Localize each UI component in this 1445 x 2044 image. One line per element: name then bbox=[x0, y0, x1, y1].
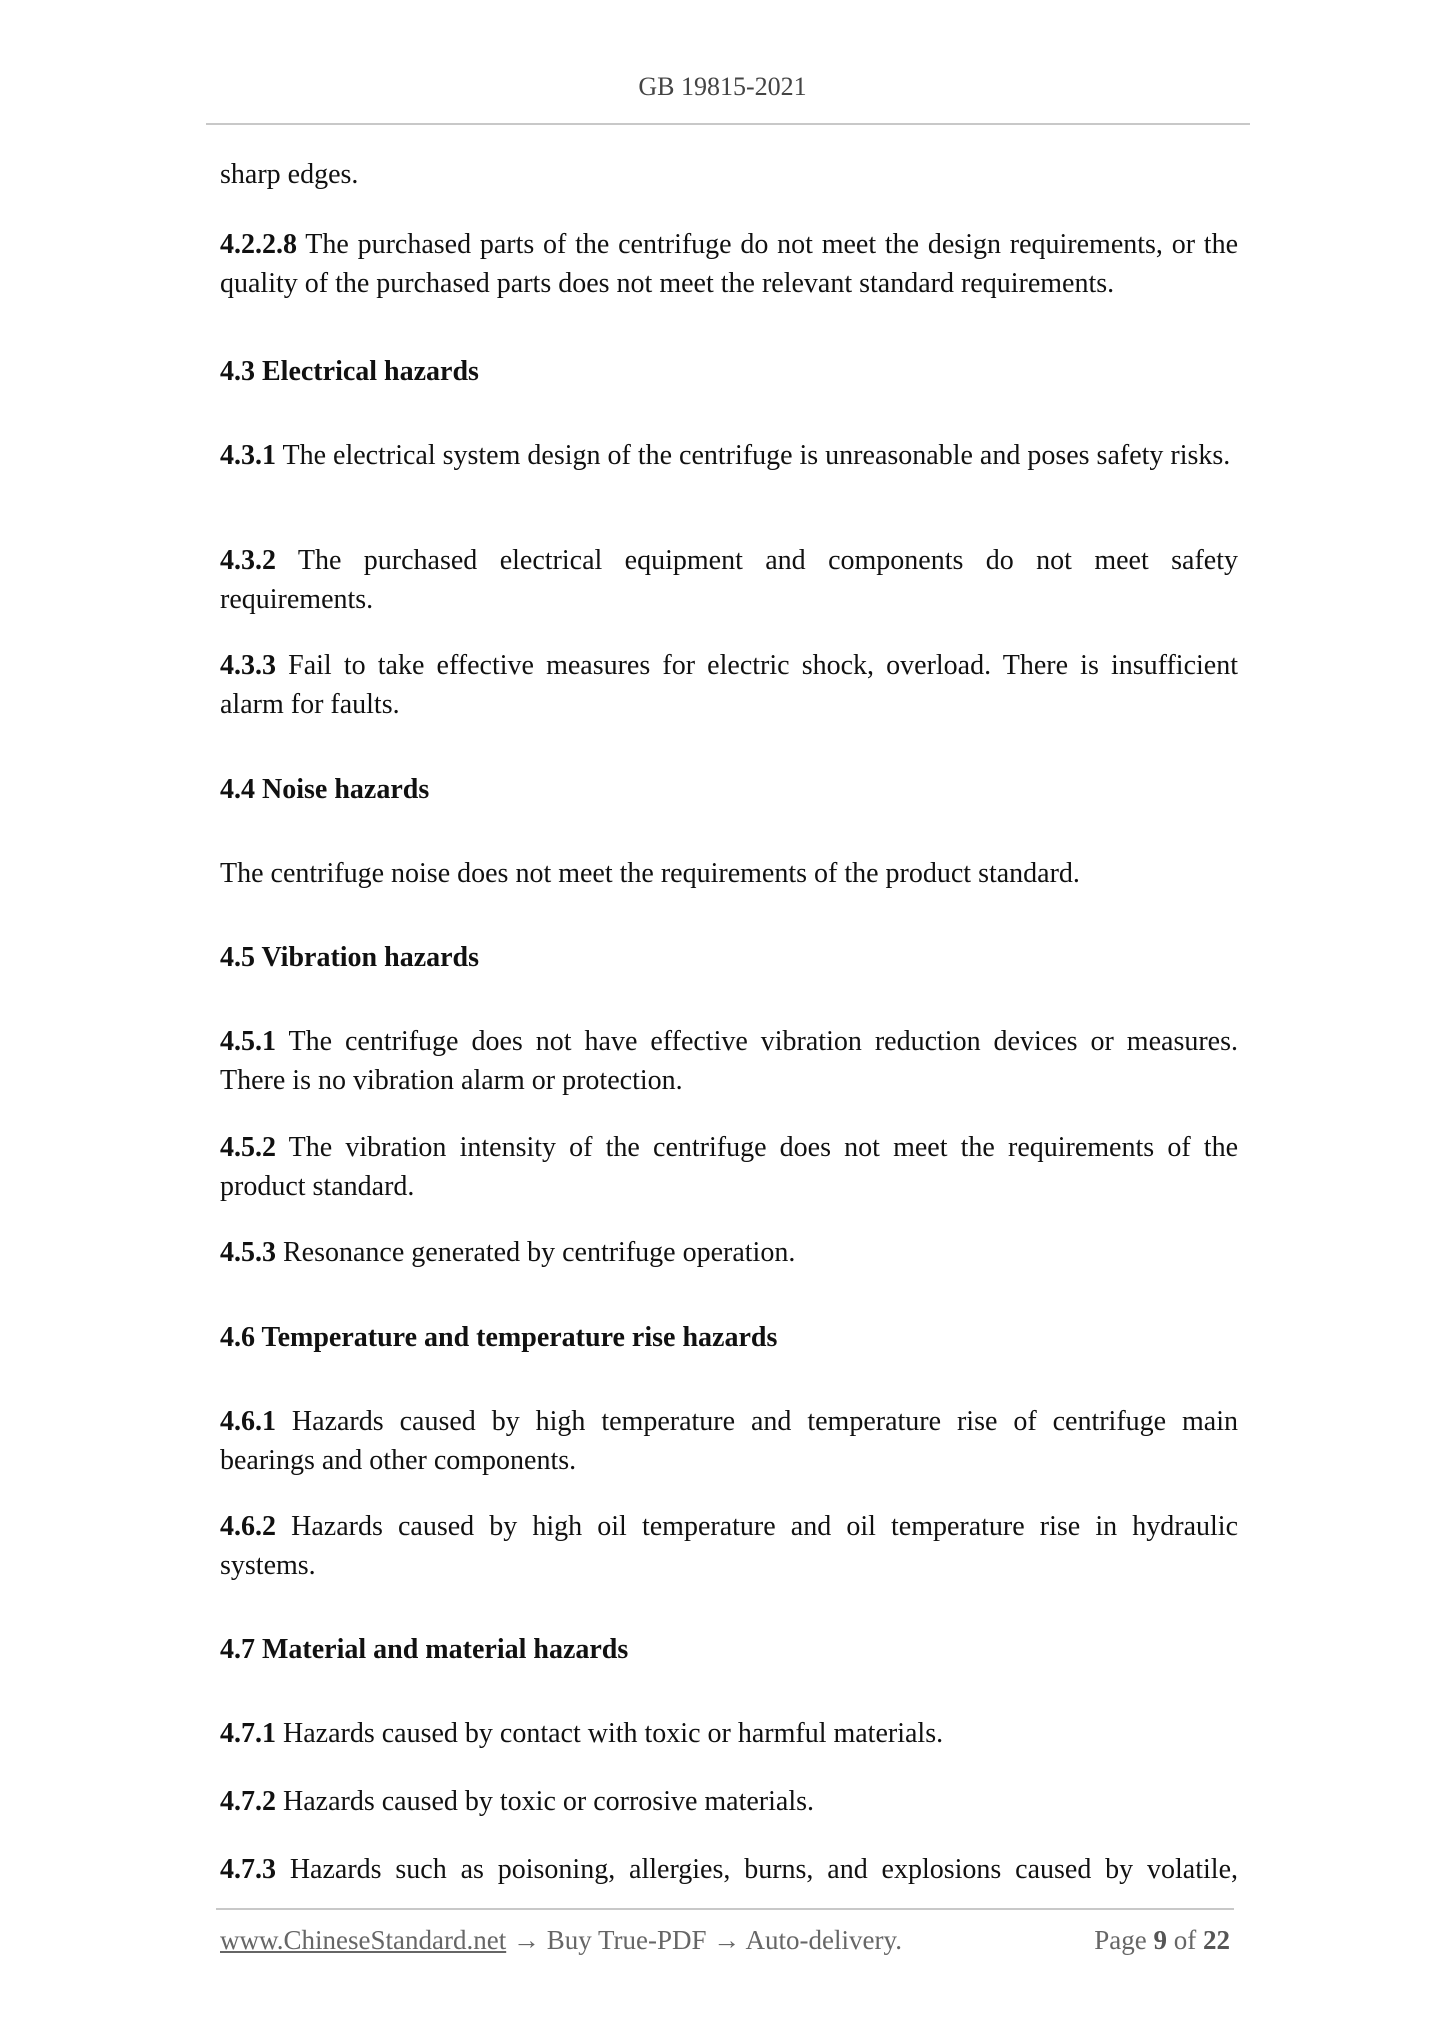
header-divider bbox=[206, 123, 1250, 125]
clause-number: 4.2.2.8 bbox=[220, 229, 297, 260]
clause-text: The electrical system design of the centrifuge is unreasonable and poses safety risks. bbox=[276, 440, 1231, 471]
clause-number: 4.7.2 bbox=[220, 1786, 276, 1817]
clause-text: Resonance generated by centrifuge operation. bbox=[276, 1237, 796, 1268]
page-header-title: GB 19815-2021 bbox=[638, 72, 807, 101]
clause-text: The purchased electrical equipment and components do not meet safety requirements. bbox=[220, 545, 1238, 615]
section-heading-4-6: 4.6 Temperature and temperature rise hazards bbox=[220, 1322, 778, 1353]
clause-text: Hazards caused by toxic or corrosive materials. bbox=[276, 1786, 815, 1817]
clause-4-5-1 bbox=[220, 1022, 1238, 1100]
page-label: Page bbox=[1094, 1925, 1147, 1955]
clause-text: Hazards caused by high oil temperature and oil temperature rise in hydraulic systems. bbox=[220, 1511, 1238, 1581]
page-total: 22 bbox=[1203, 1925, 1230, 1955]
clause-4-3-3 bbox=[220, 646, 1238, 724]
clause-text: The vibration intensity of the centrifuge does not meet the requirements of the product standard. bbox=[220, 1132, 1238, 1202]
clause-number: 4.3.1 bbox=[220, 440, 276, 471]
clause-number: 4.5.1 bbox=[220, 1026, 276, 1057]
clause-number: 4.7.1 bbox=[220, 1718, 276, 1749]
section-heading-4-7: 4.7 Material and material hazards bbox=[220, 1634, 629, 1665]
page-indicator bbox=[1094, 1925, 1230, 1956]
page-footer bbox=[220, 1925, 1230, 1956]
footer-divider bbox=[216, 1908, 1234, 1910]
clause-4-5-3 bbox=[220, 1233, 1238, 1272]
of-label: of bbox=[1173, 1925, 1197, 1955]
section-heading-4-5: 4.5 Vibration hazards bbox=[220, 942, 480, 973]
clause-number: 4.5.2 bbox=[220, 1132, 276, 1163]
clause-text: Hazards such as poisoning, allergies, burns, and explosions caused by volatile, bbox=[276, 1854, 1238, 1885]
clause-text: The purchased parts of the centrifuge do not meet the design requirements, or the quality of the purchased parts does not meet the relevant standard requirements. bbox=[220, 229, 1238, 299]
clause-number: 4.7.3 bbox=[220, 1854, 276, 1885]
clause-number: 4.5.3 bbox=[220, 1237, 276, 1268]
clause-text: Hazards caused by contact with toxic or harmful materials. bbox=[276, 1718, 944, 1749]
clause-4-3-2 bbox=[220, 541, 1238, 619]
clause-4-3-1 bbox=[220, 436, 1238, 475]
page-number: 9 bbox=[1153, 1925, 1167, 1955]
section-heading-4-3: 4.3 Electrical hazards bbox=[220, 356, 479, 387]
clause-4-5-2 bbox=[220, 1128, 1238, 1206]
clause-number: 4.6.1 bbox=[220, 1406, 276, 1437]
footer-text: → Buy True-PDF → Auto-delivery. bbox=[506, 1925, 902, 1955]
clause-text: The centrifuge does not have effective vibration reduction devices or measures. There is no vibration alarm or protection. bbox=[220, 1026, 1238, 1096]
clause-number: 4.3.3 bbox=[220, 650, 276, 681]
clause-4-2-2-8 bbox=[220, 225, 1238, 303]
clause-4-6-1 bbox=[220, 1402, 1238, 1480]
clause-4-7-1 bbox=[220, 1714, 1238, 1753]
website-link[interactable]: www.ChineseStandard.net bbox=[220, 1925, 507, 1955]
clause-text: Fail to take effective measures for electric shock, overload. There is insufficient alarm for faults. bbox=[220, 650, 1238, 720]
clause-4-7-3 bbox=[220, 1850, 1238, 1889]
clause-4-7-2 bbox=[220, 1782, 1238, 1821]
clause-text: Hazards caused by high temperature and temperature rise of centrifuge main bearings and other components. bbox=[220, 1406, 1238, 1476]
clause-4-6-2 bbox=[220, 1507, 1238, 1585]
clause-number: 4.6.2 bbox=[220, 1511, 276, 1542]
paragraph: sharp edges. bbox=[220, 159, 359, 190]
clause-number: 4.3.2 bbox=[220, 545, 276, 576]
section-heading-4-4: 4.4 Noise hazards bbox=[220, 774, 430, 805]
paragraph: The centrifuge noise does not meet the requirements of the product standard. bbox=[220, 858, 1080, 889]
